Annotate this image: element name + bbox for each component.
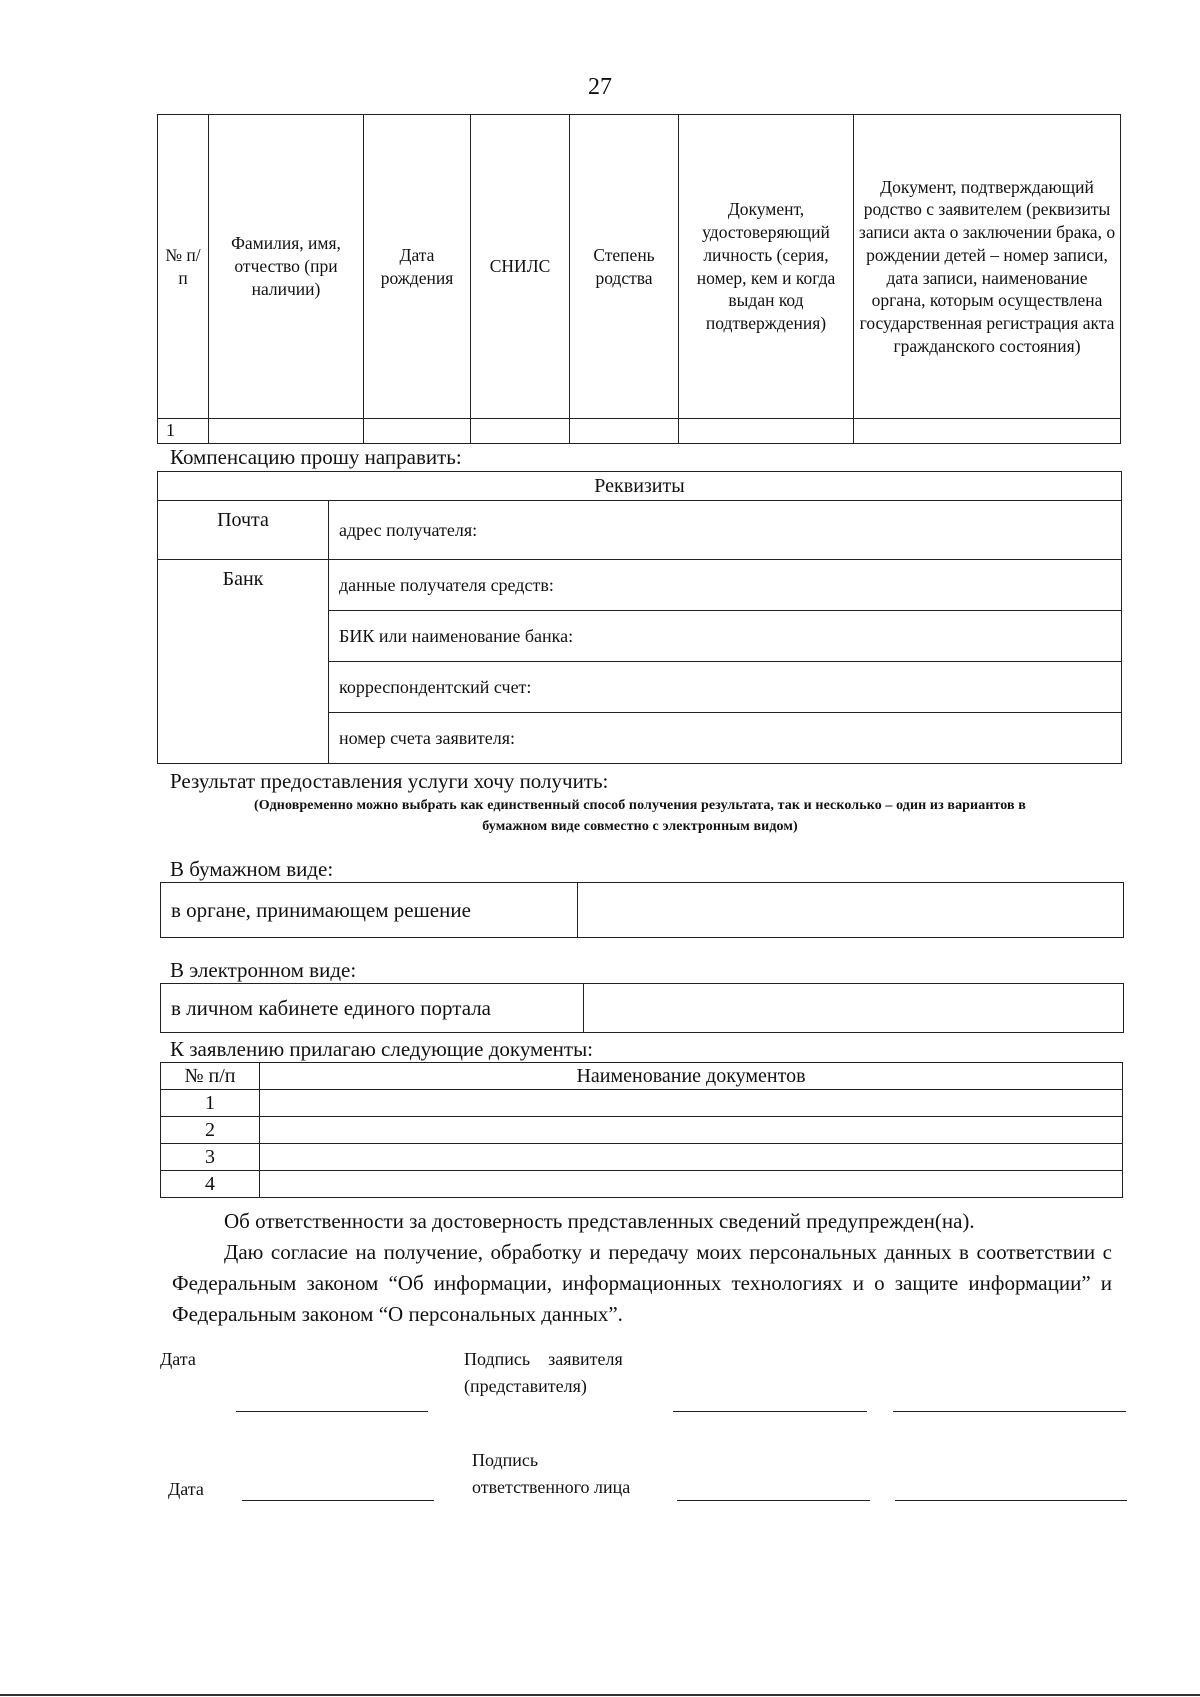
family-members-table	[157, 114, 1121, 444]
col-header-doc-num: № п/п	[161, 1063, 260, 1090]
table-cell[interactable]	[260, 1144, 1123, 1171]
electronic-option-label: в личном кабинете единого портала	[161, 984, 584, 1033]
table-cell: 3	[161, 1144, 260, 1171]
table-row	[161, 1171, 1123, 1198]
table-cell[interactable]	[570, 419, 679, 444]
col-header-num: № п/п	[158, 115, 209, 419]
bank-corr-account-field[interactable]: корреспондентский счет:	[329, 662, 1122, 713]
col-header-kinship-document: Документ, подтверждающий родство с заявителем (реквизиты записи акта о заключении брака, о рождении детей – номер записи, дата записи, наименование органа, которым осуществлена государственная регистрация акта гражданского состояния)	[854, 115, 1121, 419]
table-cell[interactable]	[679, 419, 854, 444]
col-header-birthdate: Дата рождения	[364, 115, 471, 419]
official-signature-line[interactable]	[677, 1500, 870, 1501]
applicant-signature-line[interactable]	[673, 1411, 867, 1412]
date-line-2[interactable]	[242, 1500, 434, 1501]
applicant-representative-label: (представителя)	[464, 1376, 587, 1396]
bank-account-field[interactable]: номер счета заявителя:	[329, 713, 1122, 764]
table-cell: 1	[158, 419, 209, 444]
table-cell: 4	[161, 1171, 260, 1198]
table-cell[interactable]	[209, 419, 364, 444]
documents-heading: К заявлению прилагаю следующие документы:	[170, 1037, 594, 1061]
official-person-label: ответственного лица	[472, 1477, 631, 1497]
paper-option-checkbox[interactable]	[578, 883, 1124, 938]
table-cell[interactable]	[364, 419, 471, 444]
paper-option-table	[160, 882, 1124, 938]
page-number: 27	[588, 74, 612, 100]
official-signature-label: Подпись	[472, 1450, 539, 1470]
col-header-doc-name: Наименование документов	[260, 1063, 1123, 1090]
date-line-1[interactable]	[236, 1411, 428, 1412]
bank-bik-field[interactable]: БИК или наименование банка:	[329, 611, 1122, 662]
requisites-title: Реквизиты	[158, 472, 1122, 501]
consent-statement: Даю согласие на получение, обработку и передачу моих персональных данных в соответствии с Федеральным законом “Об информации, информационных технологиях и о защите информации” и Федеральным законом “О персональных данных”.	[172, 1240, 1112, 1326]
bank-label: Банк	[158, 560, 329, 764]
table-cell[interactable]	[260, 1117, 1123, 1144]
bank-recipient-field[interactable]: данные получателя средств:	[329, 560, 1122, 611]
applicant-signature-label: Подпись заявителя	[464, 1349, 623, 1369]
responsibility-statement: Об ответственности за достоверность представленных сведений предупрежден(на).	[224, 1209, 975, 1233]
table-row	[161, 1144, 1123, 1171]
table-cell[interactable]	[260, 1090, 1123, 1117]
official-name-line[interactable]	[895, 1500, 1127, 1501]
electronic-option-checkbox[interactable]	[584, 984, 1124, 1033]
col-header-snils: СНИЛС	[471, 115, 570, 419]
page-bottom-border	[0, 1694, 1200, 1696]
table-row	[158, 419, 1121, 444]
paper-heading: В бумажном виде:	[170, 857, 334, 881]
electronic-heading: В электронном виде:	[170, 958, 357, 982]
table-cell[interactable]	[854, 419, 1121, 444]
applicant-name-line[interactable]	[893, 1411, 1126, 1412]
electronic-option-table	[160, 983, 1124, 1033]
compensation-heading: Компенсацию прошу направить:	[170, 445, 462, 469]
table-cell[interactable]	[260, 1171, 1123, 1198]
table-cell[interactable]	[471, 419, 570, 444]
result-note-line-2: бумажном виде совместно с электронным видом)	[482, 819, 798, 834]
table-cell: 2	[161, 1117, 260, 1144]
col-header-kinship: Степень родства	[570, 115, 679, 419]
table-row	[161, 1117, 1123, 1144]
result-note-line-1: (Одновременно можно выбрать как единственный способ получения результата, так и несколько – один из вариантов в	[254, 798, 1026, 813]
post-address-field[interactable]: адрес получателя:	[329, 501, 1122, 560]
table-cell: 1	[161, 1090, 260, 1117]
date-label-2: Дата	[168, 1479, 204, 1499]
result-heading: Результат предоставления услуги хочу получить:	[170, 769, 609, 793]
paper-option-label: в органе, принимающем решение	[161, 883, 578, 938]
col-header-fullname: Фамилия, имя, отчество (при наличии)	[209, 115, 364, 419]
table-row	[161, 1090, 1123, 1117]
col-header-id-document: Документ, удостоверяющий личность (серия, номер, кем и когда выдан код подтверждения)	[679, 115, 854, 419]
requisites-table	[157, 471, 1122, 764]
post-label: Почта	[158, 501, 329, 560]
date-label-1: Дата	[160, 1349, 196, 1369]
documents-table	[160, 1062, 1123, 1198]
